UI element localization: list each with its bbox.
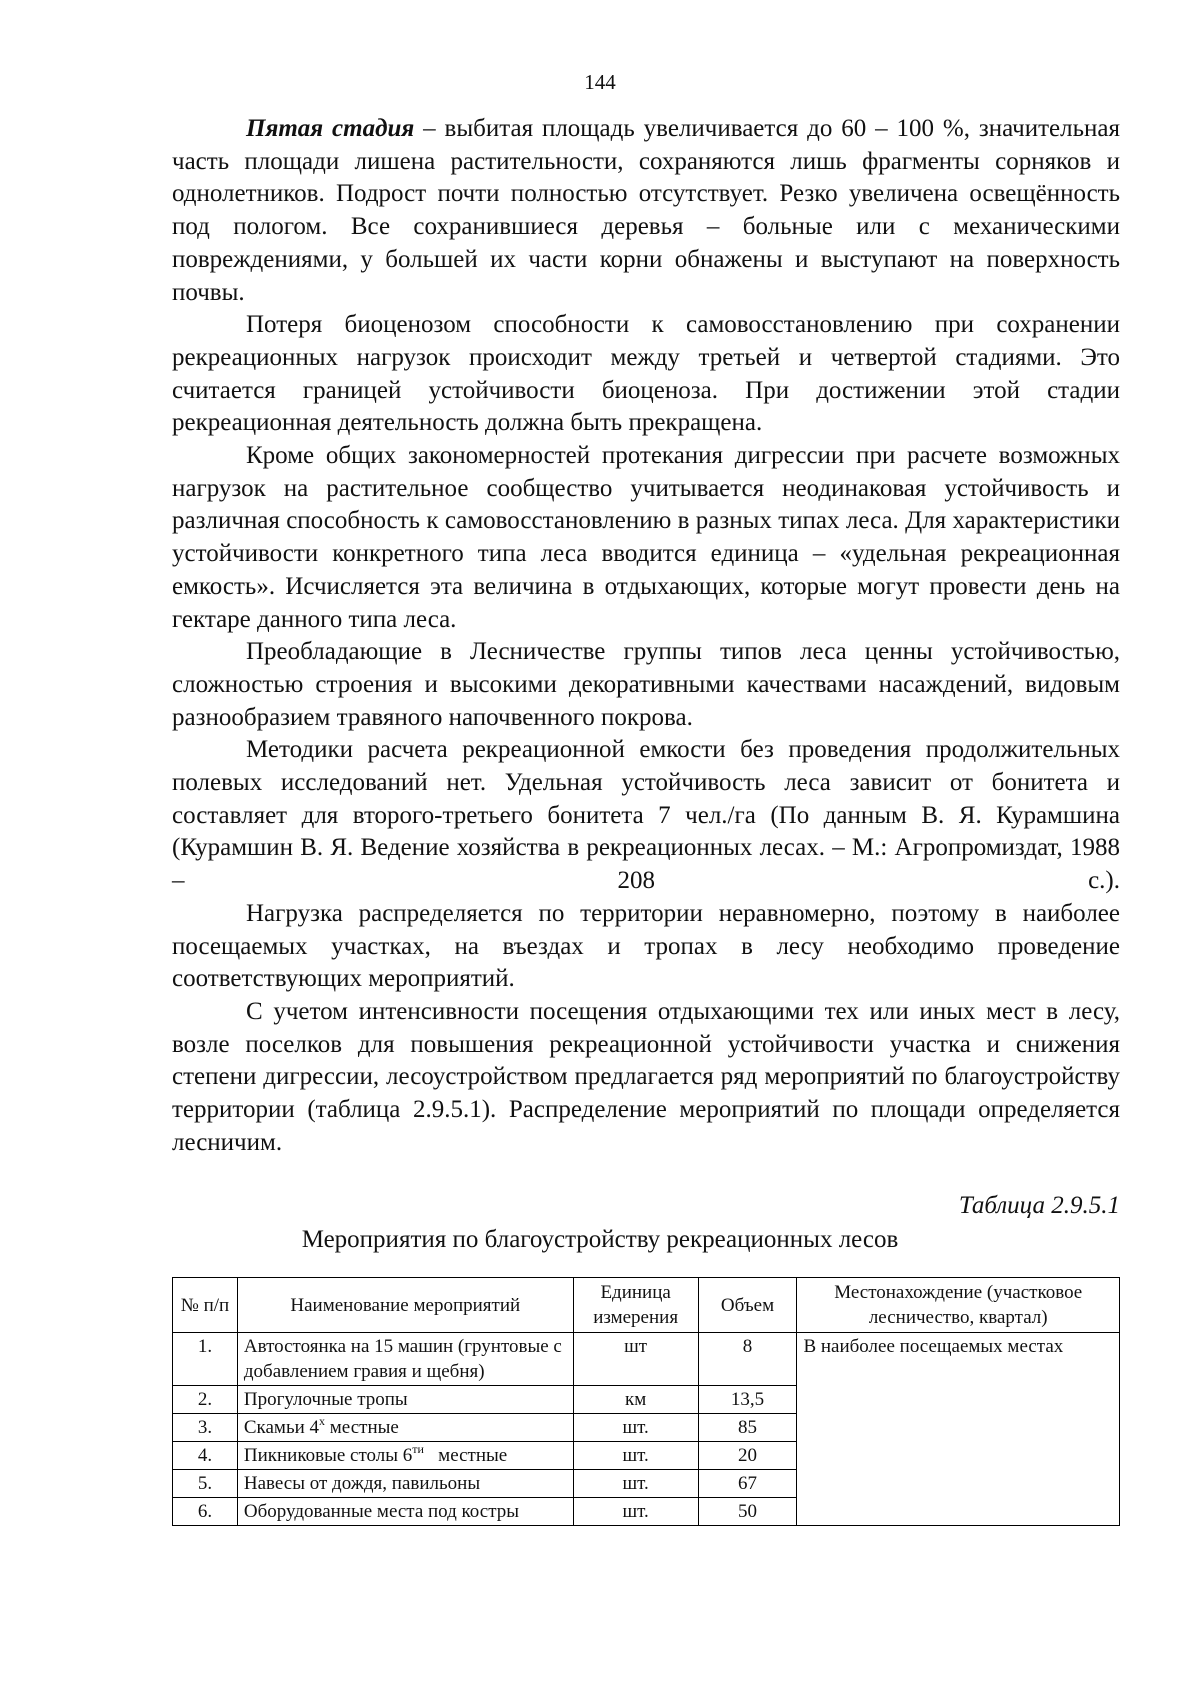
header-num: № п/п — [173, 1278, 238, 1333]
row-unit: шт. — [573, 1498, 698, 1526]
header-location: Местонахождение (участковое лесничество, квартал) — [797, 1278, 1120, 1333]
row-location: В наиболее посещаемых местах — [797, 1333, 1120, 1526]
row-name-part: Пикниковые столы 6 — [243, 1445, 413, 1466]
row-unit: шт — [573, 1333, 698, 1386]
row-name-superscript: х — [319, 1414, 326, 1428]
paragraph-1-lead: Пятая стадия — [246, 115, 415, 142]
row-name — [237, 1414, 573, 1442]
body-text — [172, 113, 1120, 1160]
row-volume: 67 — [698, 1470, 797, 1498]
paragraph-5: Методики расчета рекреационной емкости без проведения продолжительных полевых исследований нет. Удельная устойчивость леса зависит от бонитета и составляет для второго-третьего бонитета 7 чел./га (По данным В. Я. Курамшина (Курамшин В. Я. Ведение хозяйства в рекреационных лесах. – М.: Агропромиздат, 1988 – 208 с.). — [172, 736, 1120, 895]
row-num: 3. — [173, 1414, 238, 1442]
table-title: Мероприятия по благоустройству рекреационных лесов — [301, 1226, 899, 1253]
row-num: 5. — [173, 1470, 238, 1498]
paragraph-1 — [172, 113, 1120, 309]
row-unit: шт. — [573, 1470, 698, 1498]
header-volume: Объем — [698, 1278, 797, 1333]
measures-table — [172, 1277, 1120, 1526]
row-unit: шт. — [573, 1442, 698, 1470]
paragraph-2: Потеря биоценозом способности к самовосстановлению при сохранении рекреационных нагрузок происходит между третьей и четвертой стадиями. Это считается границей устойчивости биоценоза. При достижении этой стадии рекреационная деятельность должна быть прекращена. — [172, 311, 1120, 437]
row-name — [237, 1442, 573, 1470]
table-number: Таблица 2.9.5.1 — [958, 1192, 1120, 1219]
row-volume: 13,5 — [698, 1386, 797, 1414]
row-num: 1. — [173, 1333, 238, 1386]
row-name: Навесы от дождя, павильоны — [237, 1470, 573, 1498]
row-volume: 8 — [698, 1333, 797, 1386]
row-num: 6. — [173, 1498, 238, 1526]
row-name-superscript: ти — [412, 1442, 424, 1456]
paragraph-4: Преобладающие в Лесничестве группы типов леса ценны устойчивостью, сложностью строения и высокими декоративными качествами насаждений, видовым разнообразием травяного напочвенного покрова. — [172, 638, 1120, 731]
paragraph-6: Нагрузка распределяется по территории неравномерно, поэтому в наиболее посещаемых участках, на въездах и тропах в лесу необходимо проведение соответствующих мероприятий. — [172, 899, 1120, 993]
paragraph-3: Кроме общих закономерностей протекания дигрессии при расчете возможных нагрузок на растительное сообщество учитывается неодинаковая устойчивость и различная способность к самовосстановлению в разных типах леса. Для характеристики устойчивости конкретного типа леса вводится единица – «удельная рекреационная емкость». Исчисляется эта величина в отдыхающих, которые могут провести день на гектаре данного типа леса. — [172, 442, 1120, 633]
row-unit: шт. — [573, 1414, 698, 1442]
header-name: Наименование мероприятий — [237, 1278, 573, 1333]
row-name: Оборудованные места под костры — [237, 1498, 573, 1526]
page-number: 144 — [584, 70, 616, 94]
row-name-part: местные — [325, 1417, 399, 1438]
row-name-part: Скамьи 4 — [243, 1417, 320, 1438]
row-num: 4. — [173, 1442, 238, 1470]
row-volume: 20 — [698, 1442, 797, 1470]
table-header-row — [173, 1278, 1120, 1333]
paragraph-1-text: – выбитая площадь увеличивается до 60 – 100 %, значительная часть площади лишена растительности, сохраняются лишь фрагменты сорняков и однолетников. Подрост почти полностью отсутствует. Резко увеличена освещённость под пологом. Все сохранившиеся деревья – больные или с механическими повреждениями, у большей их части корни обнажены и выступают на поверхность почвы. — [172, 115, 1120, 306]
row-name: Автостоянка на 15 машин (грунтовые с добавлением гравия и щебня) — [237, 1333, 573, 1386]
row-name: Прогулочные тропы — [237, 1386, 573, 1414]
row-num: 2. — [173, 1386, 238, 1414]
row-unit: км — [573, 1386, 698, 1414]
paragraph-7: С учетом интенсивности посещения отдыхающими тех или иных мест в лесу, возле поселков для повышения рекреационной устойчивости участка и снижения степени дигрессии, лесоустройством предлагается ряд мероприятий по благоустройству территории (таблица 2.9.5.1). Распределение мероприятий по площади определяется лесничим. — [172, 997, 1120, 1156]
header-unit: Единица измерения — [573, 1278, 698, 1333]
row-volume: 50 — [698, 1498, 797, 1526]
table-row — [173, 1333, 1120, 1386]
row-name-part: местные — [423, 1445, 508, 1466]
row-volume: 85 — [698, 1414, 797, 1442]
